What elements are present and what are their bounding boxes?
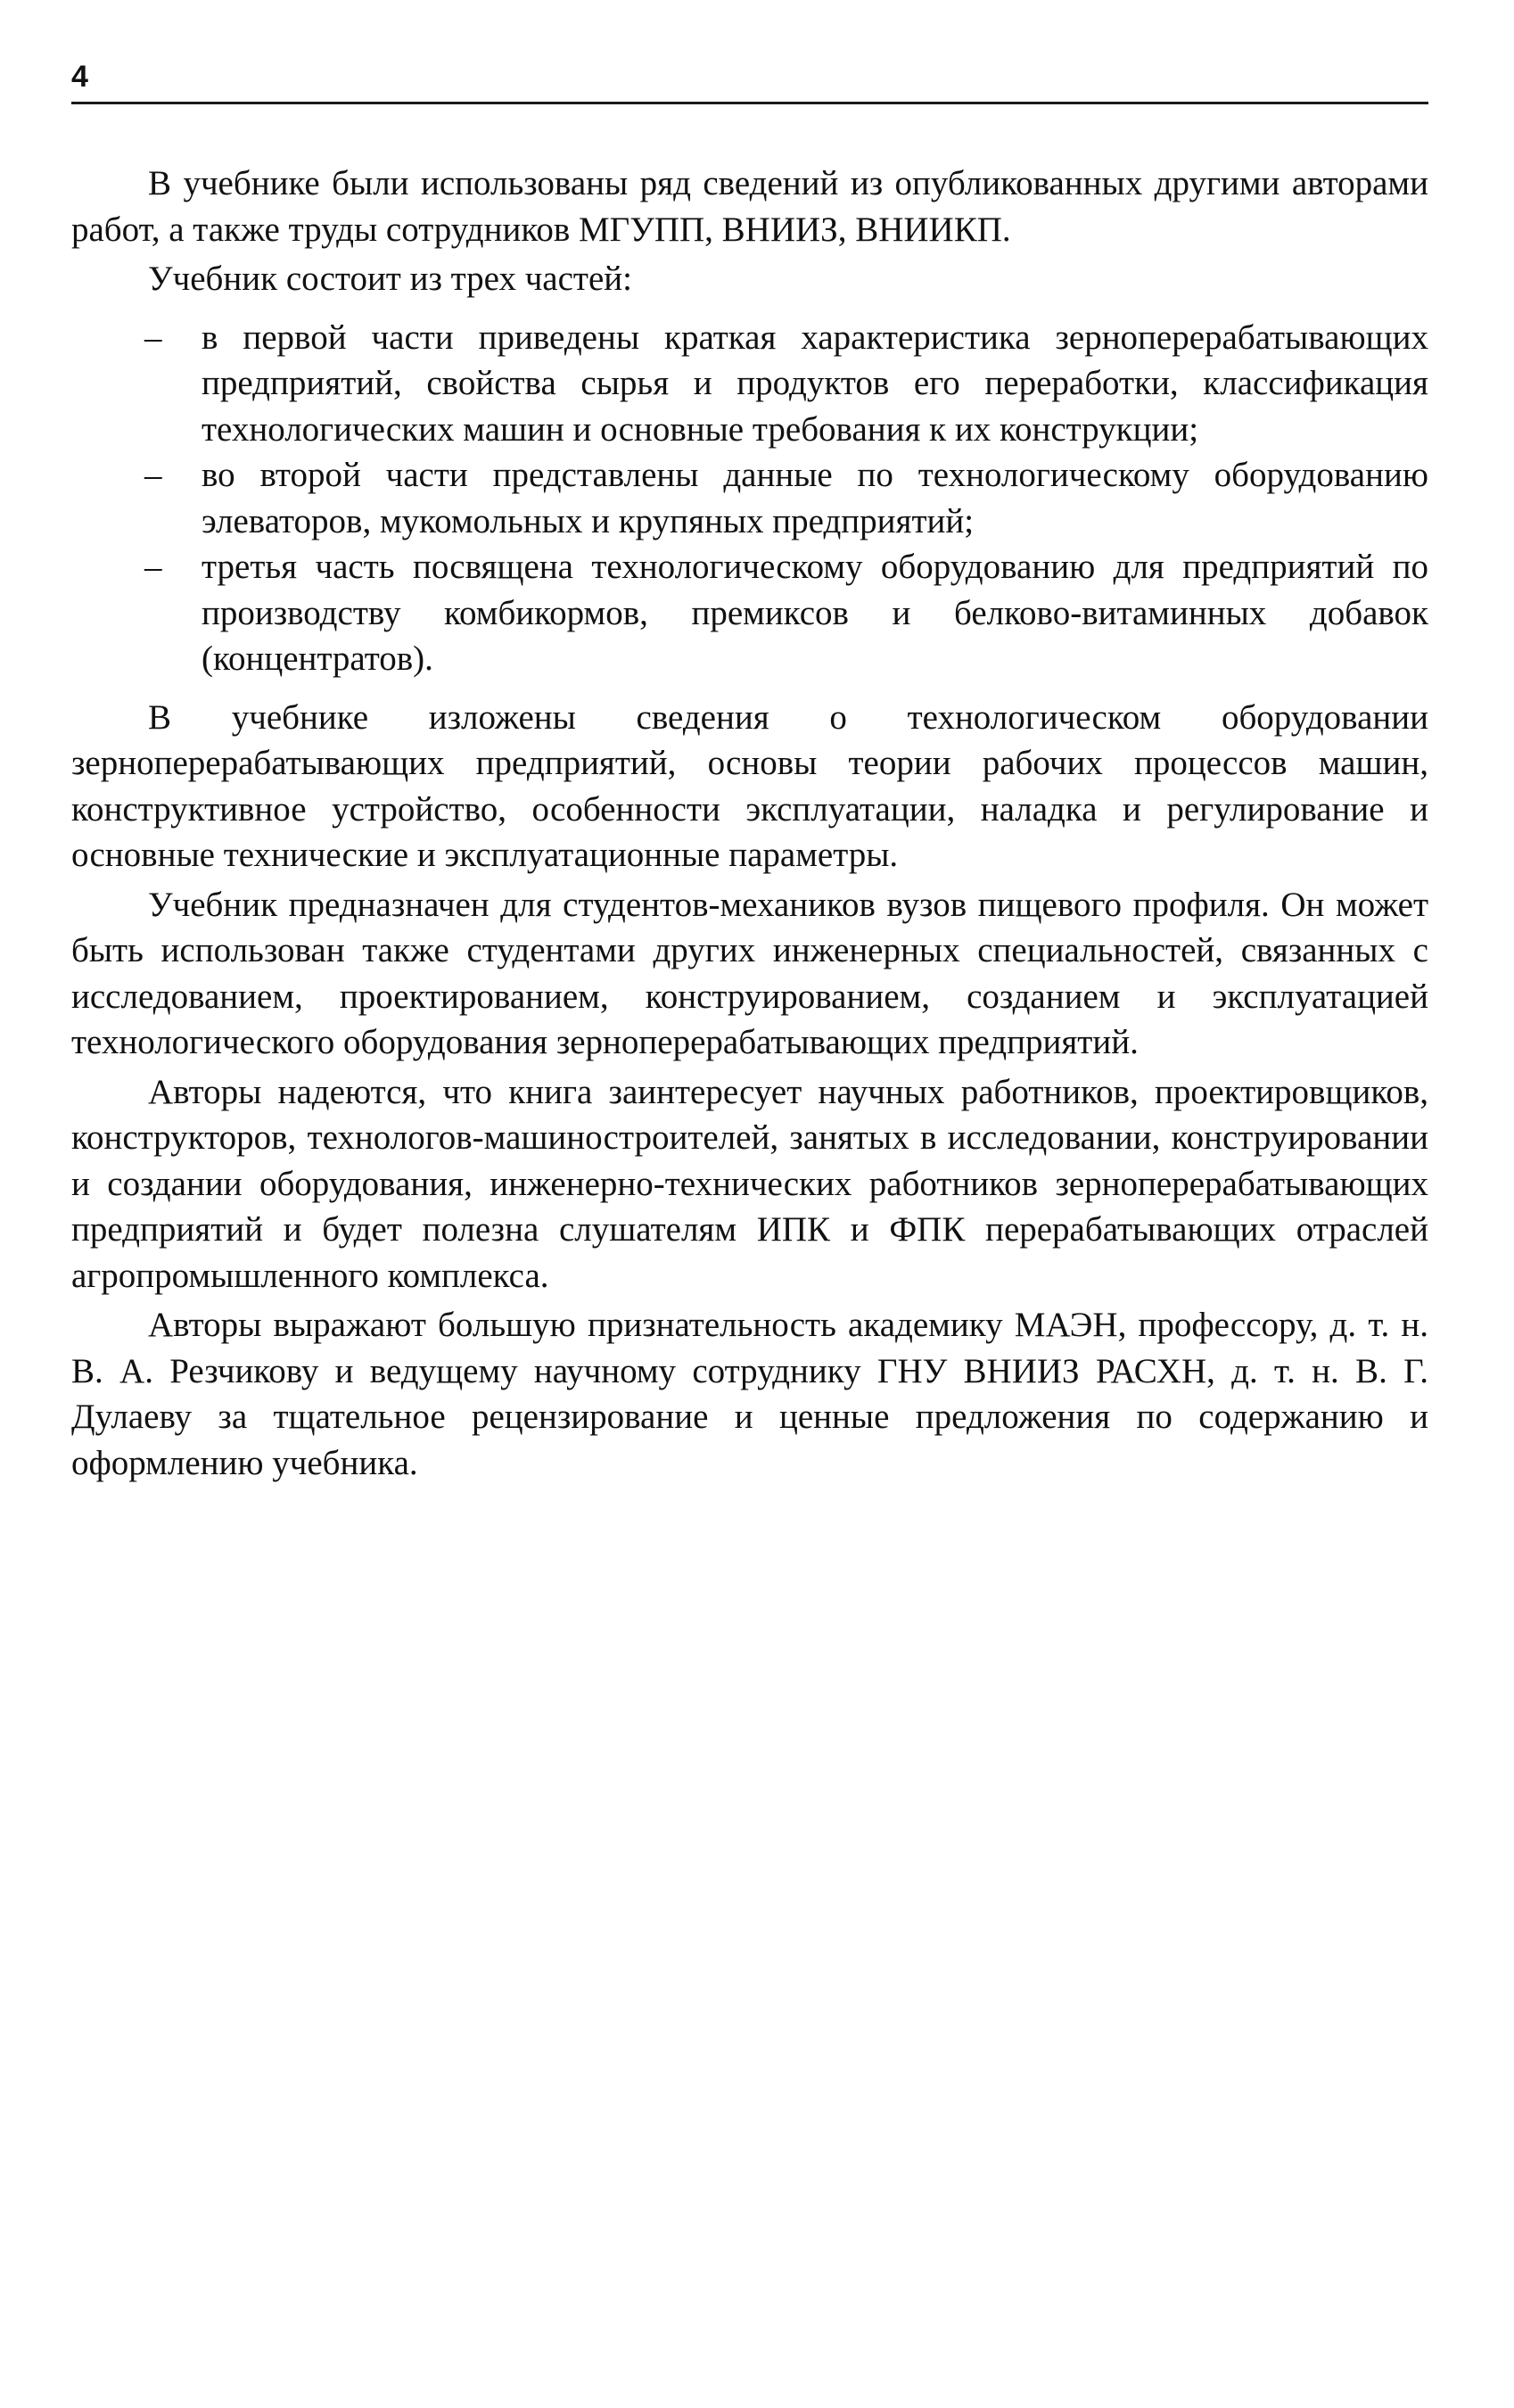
paragraph-intro: В учебнике были использованы ряд сведений из опубликованных другими авторами работ, а также труды сотрудников МГУПП, ВНИИЗ, ВНИИКП. xyxy=(71,164,1428,249)
list-dash: – xyxy=(144,548,162,586)
list-item-text: третья часть посвящена технологическому оборудованию для предприятий по производству комбикормов, премиксов и белково-витаминных добавок (концентратов). xyxy=(202,548,1428,678)
list-dash: – xyxy=(144,456,162,494)
preface-text xyxy=(71,161,1428,1486)
page-number: 4 xyxy=(71,60,88,94)
paragraph-hope: Авторы надеются, что книга заинтересует научных работников, проектировщиков, конструкторов, технологов-машиностроителей, занятых в исследовании, конструировании и создании оборудования, инженерно-технических работников зерноперерабатывающих предприятий и будет полезна слушателям ИПК и ФПК перерабатывающих отраслей агропромышленного комплекса. xyxy=(71,1072,1428,1295)
list-item xyxy=(71,452,1428,544)
page-header xyxy=(71,55,1428,104)
list-dash: – xyxy=(144,317,162,357)
list-item-text: в первой части приведены краткая характеристика зерноперерабатывающих предприятий, свойства сырья и продуктов его переработки, классификация технологических машин и основные требования к их конструкции; xyxy=(202,317,1428,449)
paragraph-audience: Учебник предназначен для студентов-механиков вузов пищевого профиля. Он может быть использован также студентами других инженерных специальностей, связанных с исследованием, проектированием, конструированием, созданием и эксплуатацией технологического оборудования зерноперерабатывающих предприятий. xyxy=(71,885,1428,1061)
parts-list xyxy=(71,315,1428,682)
paragraph-content-summary: В учебнике изложены сведения о технологическом оборудовании зерноперерабатывающих предприятий, основы теории рабочих процессов машин, конструктивное устройство, особенности эксплуатации, наладка и регулирование и основные технические и эксплуатационные параметры. xyxy=(71,697,1428,874)
list-item xyxy=(71,544,1428,682)
list-item-text: во второй части представлены данные по технологическому оборудованию элеваторов, мукомольных и крупяных предприятий; xyxy=(202,456,1428,540)
paragraph-gratitude: Авторы выражают большую признательность академику МАЭН, профессору, д. т. н. В. А. Резчикову и ведущему научному сотруднику ГНУ ВНИИЗ РАСХН, д. т. н. В. Г. Дулаеву за тщательное рецензирование и ценные предложения по содержанию и оформлению учебника. xyxy=(71,1306,1428,1482)
list-item xyxy=(71,315,1428,453)
paragraph-structure-intro: Учебник состоит из трех частей: xyxy=(148,260,632,298)
